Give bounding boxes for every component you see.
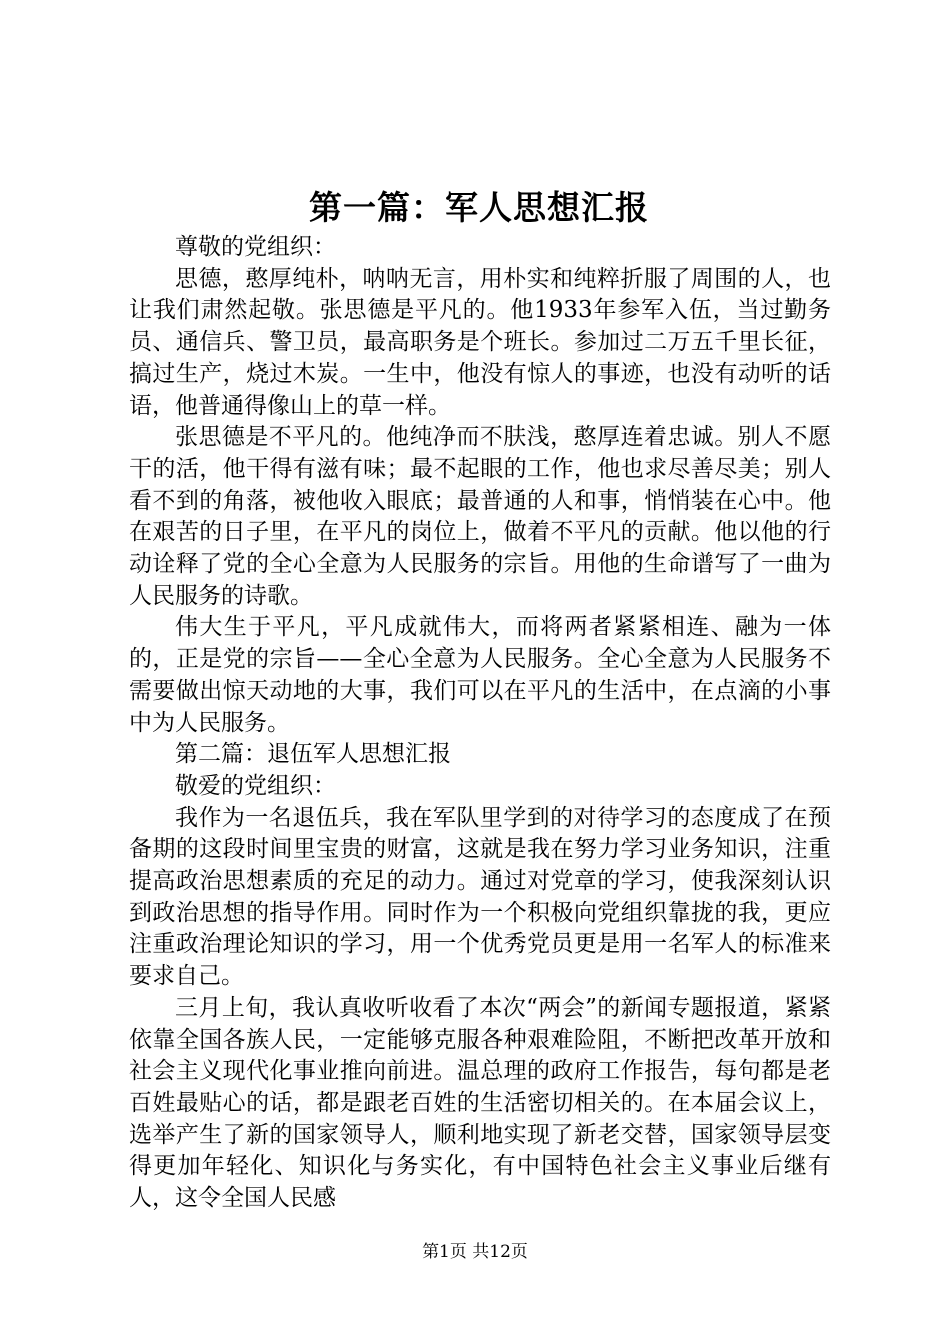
paragraph: 我作为一名退伍兵，我在军队里学到的对待学习的态度成了在预备期的这段时间里宝贵的财富，这就是我在努力学习业务知识，注重提高政治思想素质的充足的动力。通过对党章的学习，使我深刻认识到政治思想的指导作用。同时作为一个积极向党组织靠拢的我，更应注重政治理论知识的学习，用一个优秀党员更是用一名军人的标准来要求自己。 (129, 804, 831, 990)
paragraph: 伟大生于平凡，平凡成就伟大，而将两者紧紧相连、融为一体的，正是党的宗旨——全心全意为人民服务。全心全意为人民服务不需要做出惊天动地的大事，我们可以在平凡的生活中，在点滴的小事中为人民服务。 (129, 614, 831, 736)
paragraph: 三月上旬，我认真收听收看了本次“两会”的新闻专题报道，紧紧依靠全国各族人民，一定能够克服各种艰难险阻，不断把改革开放和社会主义现代化事业推向前进。温总理的政府工作报告，每句都是老百姓最贴心的话，都是跟老百姓的生活密切相关的。在本届会议上，选举产生了新的国家领导人，顺利地实现了新老交替，国家领导层变得更加年轻化、知识化与务实化，有中国特色社会主义事业后继有人，这令全国人民感 (129, 994, 831, 1212)
section-heading: 第二篇：退伍军人思想汇报 (175, 741, 451, 768)
document-body (129, 232, 831, 1215)
page-footer: 第1页 共12页 (422, 1242, 528, 1262)
salutation: 尊敬的党组织： (175, 234, 336, 260)
document-title: 第一篇：军人思想汇报 (309, 188, 649, 227)
paragraph: 思德，憨厚纯朴，呐呐无言，用朴实和纯粹折服了周围的人，也让我们肃然起敬。张思德是平凡的。他1933年参军入伍，当过勤务员、通信兵、警卫员，最高职务是个班长。参加过二万五千里长征，搞过生产，烧过木炭。一生中，他没有惊人的事迹，也没有动听的话语，他普通得像山上的草一样。 (129, 265, 831, 419)
salutation: 敬爱的党组织： (175, 772, 336, 799)
paragraph: 张思德是不平凡的。他纯净而不肤浅，憨厚连着忠诚。别人不愿干的活，他干得有滋有味；最不起眼的工作，他也求尽善尽美；别人看不到的角落，被他收入眼底；最普通的人和事，悄悄装在心中。他在艰苦的日子里，在平凡的岗位上，做着不平凡的贡献。他以他的行动诠释了党的全心全意为人民服务的宗旨。用他的生命谱写了一曲为人民服务的诗歌。 (129, 424, 831, 609)
